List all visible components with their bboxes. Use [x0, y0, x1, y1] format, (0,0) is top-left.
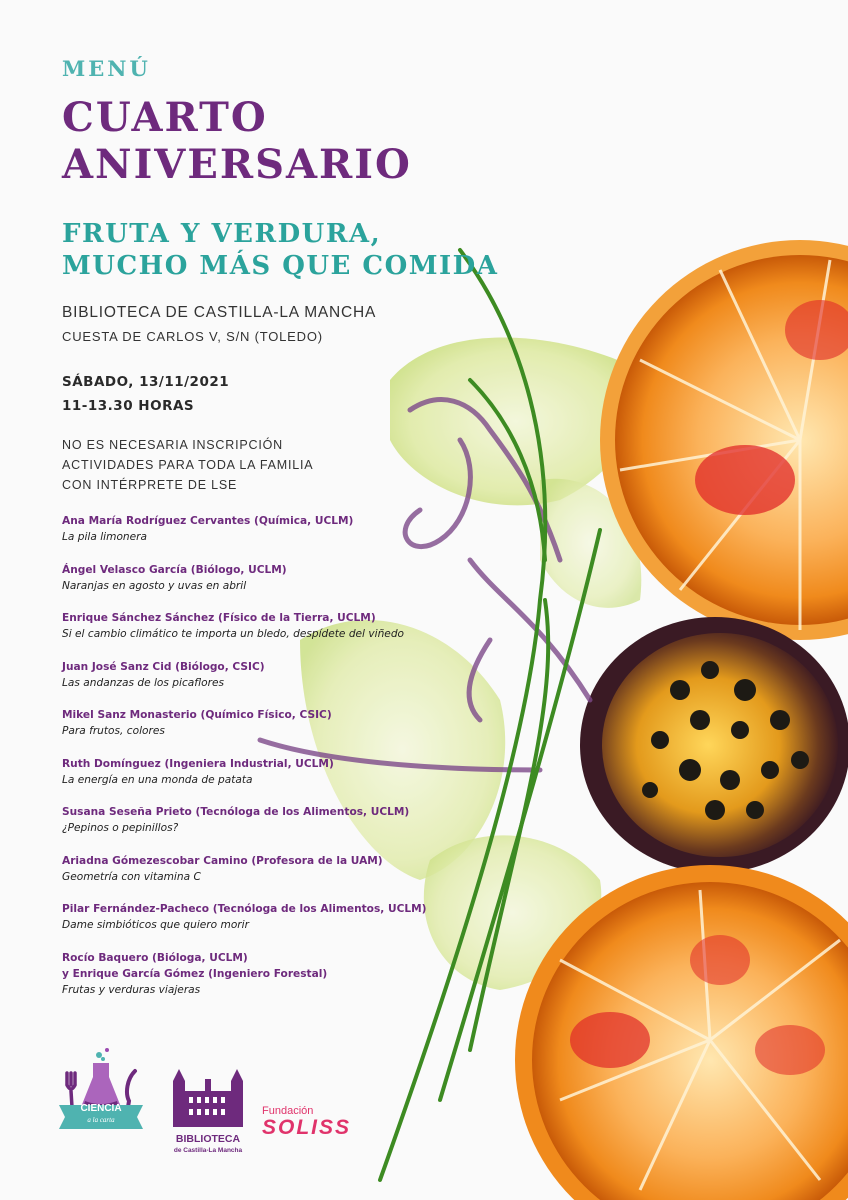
event-date: SÁBADO, 13/11/2021: [62, 374, 230, 390]
ciencia-a-la-carta-logo: [55, 1045, 147, 1145]
talk-speaker: Pilar Fernández-Pacheco (Tecnóloga de los Alimentos, UCLM): [62, 903, 427, 915]
fundacion-label: Fundación: [262, 1105, 314, 1117]
subtitle-line-2: MUCHO MÁS QUE COMIDA: [62, 251, 499, 281]
venue-block: [62, 302, 376, 347]
event-time: 11-13.30 HORAS: [62, 398, 195, 414]
talk-item: [62, 756, 462, 805]
venue-address: CUESTA DE CARLOS V, S/N (TOLEDO): [62, 329, 323, 344]
talk-title: Si el cambio climático te importa un bledo, despídete del viñedo: [62, 628, 405, 640]
talk-title: Geometría con vitamina C: [62, 870, 201, 883]
biblioteca-logo-name: BIBLIOTECA: [175, 1133, 241, 1145]
info-line: NO ES NECESARIA INSCRIPCIÓN: [62, 438, 283, 452]
talk-speaker: Juan José Sanz Cid (Biólogo, CSIC): [62, 660, 265, 673]
talk-item: [62, 950, 462, 1014]
flask-icon: [55, 1045, 147, 1145]
talk-speaker: Enrique Sánchez Sánchez (Físico de la Tierra, UCLM): [62, 612, 376, 624]
talk-speaker: Rocío Baquero (Bióloga, UCLM): [62, 951, 248, 964]
info-line: CON INTÉRPRETE DE LSE: [62, 478, 238, 492]
talk-title: Frutas y verduras viajeras: [62, 983, 201, 996]
talk-item: [62, 853, 462, 902]
talk-speaker: Susana Seseña Prieto (Tecnóloga de los Alimentos, UCLM): [62, 806, 410, 818]
biblioteca-logo: [167, 1065, 249, 1154]
talk-speaker-second: y Enrique García Gómez (Ingeniero Forestal): [62, 967, 328, 980]
talk-speaker: Ana María Rodríguez Cervantes (Química, UCLM): [62, 515, 354, 527]
page-title: [62, 94, 412, 188]
info-line: ACTIVIDADES PARA TODA LA FAMILIA: [62, 458, 314, 472]
talk-speaker: Mikel Sanz Monasterio (Químico Físico, CSIC): [62, 709, 332, 721]
info-block: [62, 435, 313, 495]
talk-title: Dame simbióticos que quiero morir: [62, 919, 249, 931]
talk-item: [62, 804, 462, 853]
ciencia-logo-name: CIENCIA: [80, 1103, 122, 1114]
subtitle-line-1: FRUTA Y VERDURA,: [62, 219, 382, 249]
talk-item: [62, 513, 462, 562]
talk-title: Las andanzas de los picaflores: [62, 676, 224, 689]
talk-title: La pila limonera: [62, 531, 147, 543]
talk-title: Naranjas en agosto y uvas en abril: [62, 579, 247, 592]
title-line-2: ANIVERSARIO: [62, 141, 412, 188]
talk-item: [62, 707, 462, 756]
soliss-label: SOLISS: [262, 1116, 352, 1139]
menu-kicker: MENÚ: [62, 56, 151, 81]
biblioteca-logo-sub: de Castilla-La Mancha: [173, 1147, 243, 1154]
talk-speaker: Ángel Velasco García (Biólogo, UCLM): [62, 563, 287, 576]
schedule-block: [62, 370, 229, 418]
talk-speaker: Ariadna Gómezescobar Camino (Profesora de la UAM): [62, 854, 383, 867]
talk-title: La energía en una monda de patata: [62, 773, 253, 786]
talk-title: Para frutos, colores: [62, 725, 165, 737]
talk-item: [62, 901, 462, 950]
talk-item: [62, 610, 462, 659]
talk-list: [62, 513, 462, 1014]
talk-speaker: Ruth Domínguez (Ingeniera Industrial, UCLM): [62, 757, 334, 770]
fundacion-soliss-logo: [262, 1105, 351, 1139]
talk-title: ¿Pepinos o pepinillos?: [62, 822, 179, 834]
talk-item: [62, 659, 462, 708]
sponsor-logos: [55, 1045, 415, 1155]
venue-name: BIBLIOTECA DE CASTILLA-LA MANCHA: [62, 304, 377, 321]
title-line-1: CUARTO: [62, 94, 268, 141]
subtitle: [62, 218, 498, 282]
talk-item: [62, 562, 462, 611]
ciencia-logo-sub: a la carta: [87, 1116, 115, 1124]
alcazar-building-icon: [167, 1065, 249, 1131]
